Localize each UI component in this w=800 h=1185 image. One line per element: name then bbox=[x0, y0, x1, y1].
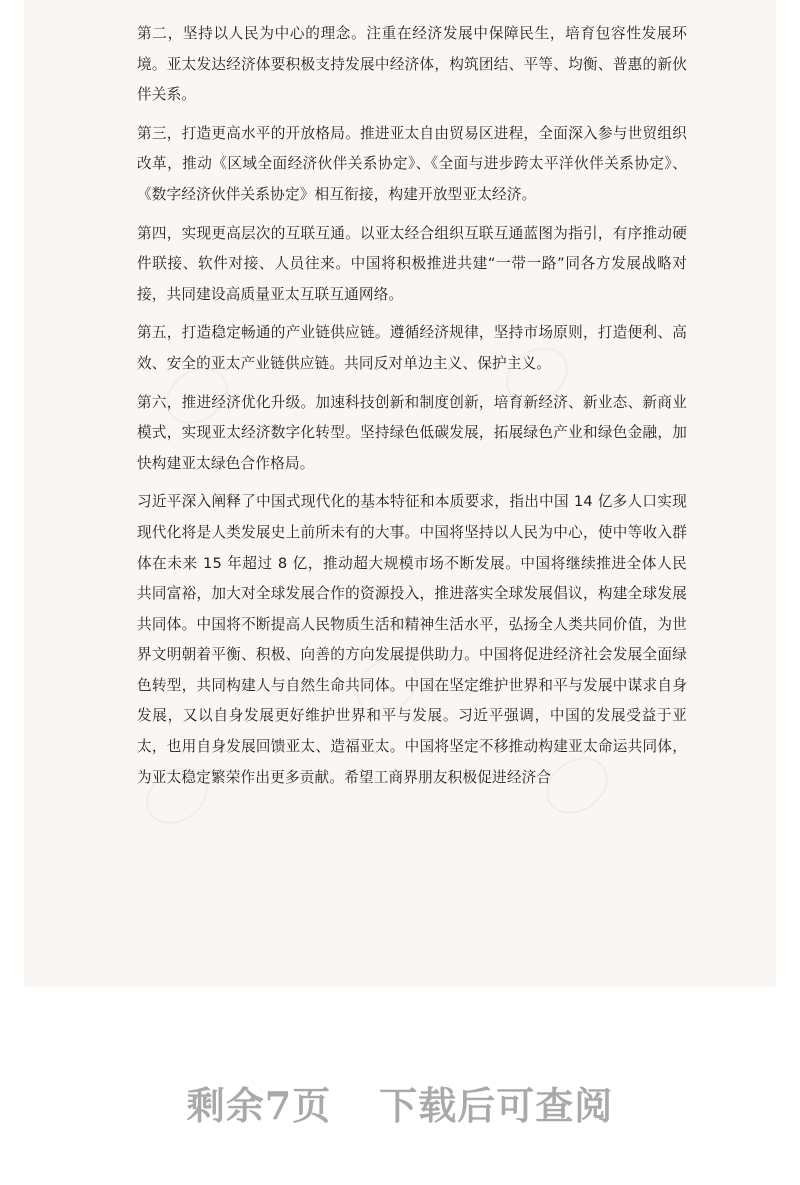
paragraph-modernization: 习近平深入阐释了中国式现代化的基本特征和本质要求，指出中国 14 亿多人口实现现代化将是人类发展史上前所未有的大事。中国将坚持以人民为中心，使中等收入群体在未来 15 年超过 8 亿，推动超大规模市场不断发展。中国将继续推进全体人民共同富裕，加大对全球发展合作的资源投入，推进落实全球发展倡议，构建全球发展共同体。中国将不断提高人民物质生活和精神生活水平，弘扬全人类共同价值，为世界文明朝着平衡、积极、向善的方向发展提供助力。中国将促进经济社会发展全面绿色转型，共同构建人与自然生命共同体。中国在坚定维护世界和平与发展中谋求自身发展，又以自身发展更好维护世界和平与发展。习近平强调，中国的发展受益于亚太，也用自身发展回馈亚太、造福亚太。中国将坚定不移推动构建亚太命运共同体，为亚太稳定繁荣作出更多贡献。希望工商界朋友积极促进经济合 bbox=[137, 493, 687, 786]
download-hint-label: 下载后可查阅 bbox=[379, 1083, 614, 1128]
remaining-pages-banner[interactable] bbox=[0, 1075, 800, 1130]
paragraph-second-point: 第二，坚持以人民为中心的理念。注重在经济发展中保障民生，培育包容性发展环境。亚太发达经济体要积极支持发展中经济体，构筑团结、平等、均衡、普惠的新伙伴关系。 bbox=[137, 25, 687, 104]
remaining-pages-label: 剩余7页 bbox=[186, 1083, 332, 1128]
document-preview-card bbox=[24, 0, 776, 987]
document-body bbox=[137, 19, 687, 801]
paragraph-third-point: 第三，打造更高水平的开放格局。推进亚太自由贸易区进程，全面深入参与世贸组织改革，推动《区域全面经济伙伴关系协定》、《全面与进步跨太平洋伙伴关系协定》、《数字经济伙伴关系协定》相互衔接，构建开放型亚太经济。 bbox=[137, 124, 687, 203]
paragraph-fifth-point: 第五，打造稳定畅通的产业链供应链。遵循经济规律，坚持市场原则，打造便利、高效、安全的亚太产业链供应链。共同反对单边主义、保护主义。 bbox=[137, 324, 687, 372]
paragraph-sixth-point: 第六，推进经济优化升级。加速科技创新和制度创新，培育新经济、新业态、新商业模式，实现亚太经济数字化转型。坚持绿色低碳发展，拓展绿色产业和绿色金融，加快构建亚太绿色合作格局。 bbox=[137, 393, 687, 472]
paragraph-fourth-point: 第四，实现更高层次的互联互通。以亚太经合组织互联互通蓝图为指引，有序推动硬件联接、软件对接、人员往来。中国将积极推进共建“一带一路”同各方发展战略对接，共同建设高质量亚太互联互通网络。 bbox=[137, 224, 687, 303]
